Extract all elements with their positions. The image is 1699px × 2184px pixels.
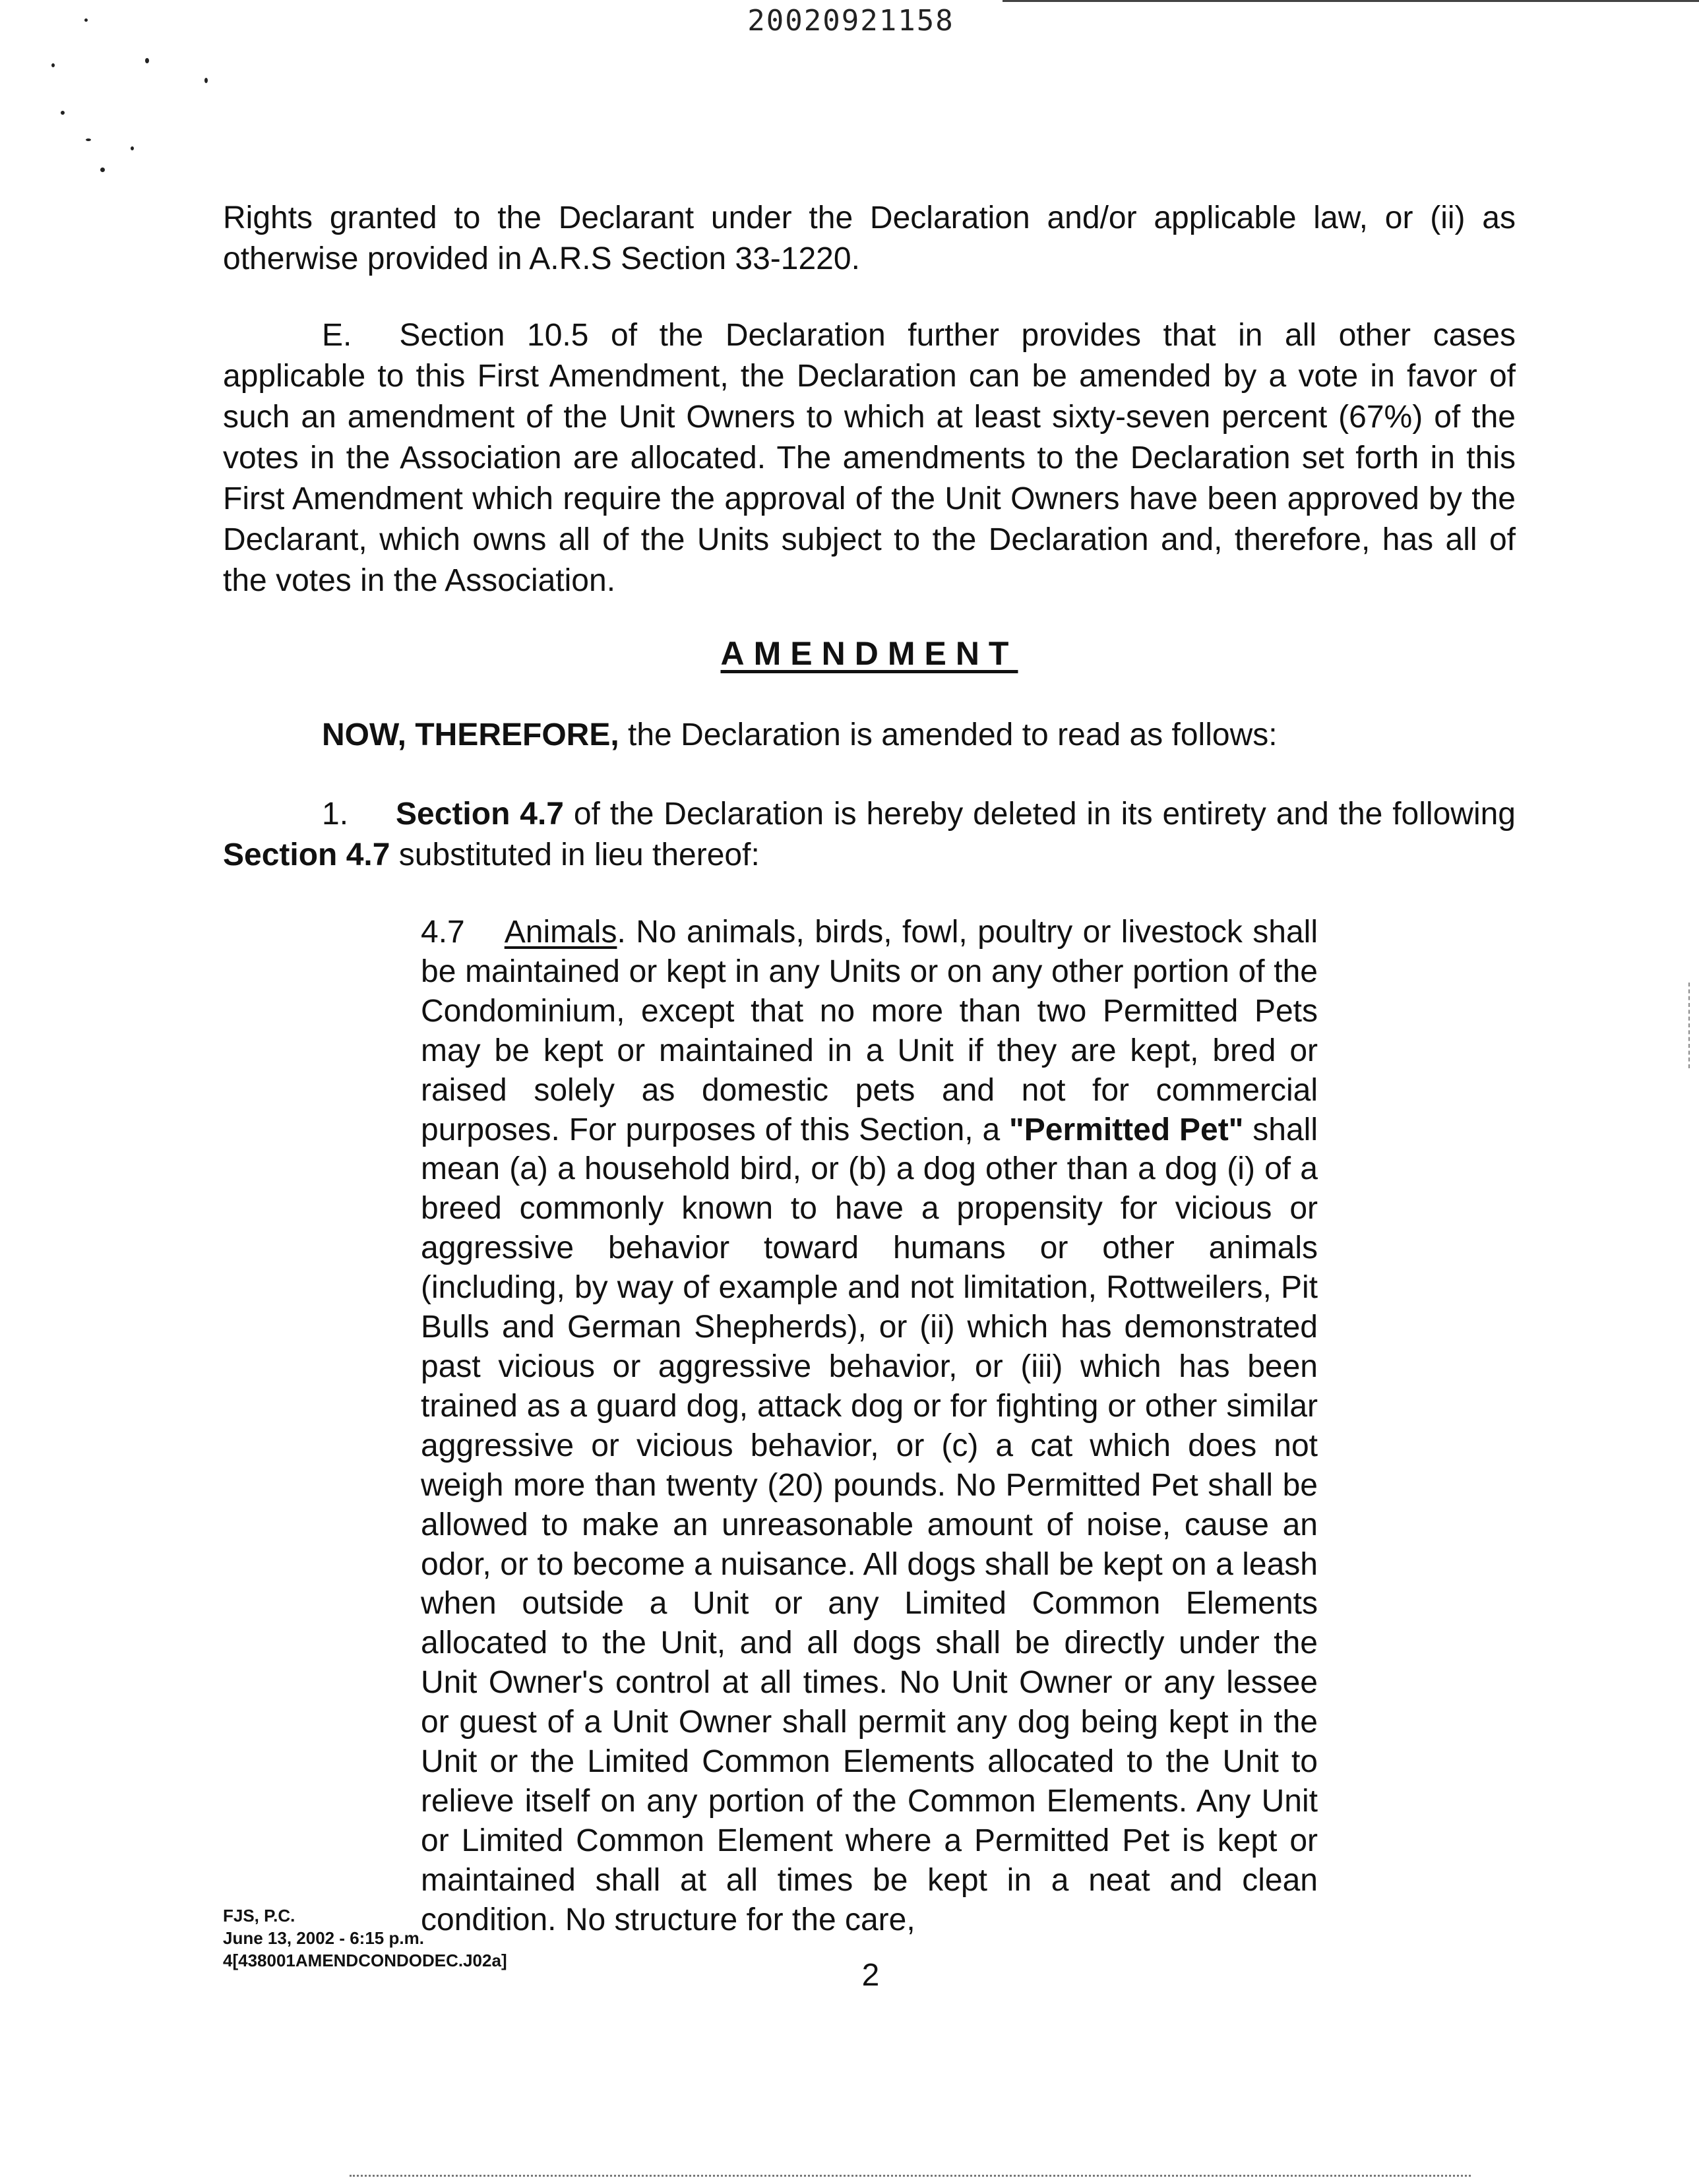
bottom-edge-rule (350, 2175, 1471, 2177)
scan-speck (86, 138, 91, 141)
top-edge-rule (1003, 0, 1699, 2)
item-1-paragraph (223, 794, 1516, 876)
scan-speck (204, 78, 208, 83)
scan-speck (84, 18, 88, 22)
footer-date: June 13, 2002 - 6:15 p.m. (223, 1928, 424, 1948)
section-4-7-block (421, 913, 1318, 1940)
document-number: 20020921158 (747, 4, 954, 38)
item-1-section-ref: Section 4.7 (396, 797, 564, 832)
item-1-section-ref-2: Section 4.7 (223, 837, 390, 872)
paragraph-e-text: Section 10.5 of the Declaration further provides that in all other cases applicable to this First Amendment, the Declaration can be amended by a vote in favor of such an amendment of the Unit Owners to which at least sixty-seven percent (67%) of the votes in the Association are allocated. The amendments to the Declaration set forth in this First Amendment which require the approval of the Unit Owners have been approved by the Declarant, which owns all of the Units subject to the Declaration and, therefore, has all of the votes in the Association. (223, 318, 1516, 598)
paragraph-e-label: E. (322, 318, 352, 353)
footer-file-ref: 4[438001AMENDCONDODEC.J02a] (223, 1951, 507, 1970)
now-therefore-lead: NOW, THEREFORE, (322, 717, 619, 752)
section-4-7-title: Animals (504, 915, 617, 950)
intro-continuation (223, 198, 1516, 280)
section-4-7-number: 4.7 (421, 915, 465, 950)
continuation-paragraph: Rights granted to the Declarant under the Declaration and/or applicable law, or (ii) as otherwise provided in A.R.S Section 33-1220. (223, 200, 1516, 276)
now-therefore-paragraph (223, 715, 1516, 756)
footer-firm: FJS, P.C. (223, 1906, 295, 1926)
now-therefore-text: the Declaration is amended to read as follows: (619, 717, 1278, 752)
item-1-text-a: of the Declaration is hereby deleted in its entirety and the following (563, 797, 1516, 832)
scan-speck (145, 58, 149, 63)
scan-speck (51, 63, 55, 67)
paragraph-e (223, 315, 1516, 601)
amendment-heading: AMENDMENT (720, 635, 1018, 672)
scan-edge-mark (1688, 983, 1691, 1068)
item-1-text-b: substituted in lieu thereof: (390, 837, 760, 872)
item-1-number: 1. (322, 797, 349, 832)
scan-speck (100, 167, 105, 172)
scan-speck (61, 111, 65, 115)
page-number: 2 (861, 1958, 880, 1993)
section-4-7-text-2: shall mean (a) a household bird, or (b) a dog other than a dog (i) of a breed commonly known to have a propensity for vicious or aggressive behavior toward humans or other animals (including, by way of example and not limitation, Rottweilers, Pit Bulls and German Shepherds), or (ii) which has demonstrated past vicious or aggressive behavior, or (iii) which has been trained as a guard dog, attack dog or for fighting or other similar aggressive or vicious behavior, or (c) a cat which does not weigh more than twenty (20) pounds. No Permitted Pet shall be allowed to make an unreasonable amount of noise, cause an odor, or to become a nuisance. All dogs shall be kept on a leash when outside a Unit or any Limited Common Elements allocated to the Unit, and all dogs shall be directly under the Unit Owner's control at all times. No Unit Owner or any lessee or guest of a Unit Owner shall permit any dog being kept in the Unit or the Limited Common Elements allocated to the Unit to relieve itself on any portion of the Common Elements. Any Unit or Limited Common Element where a Permitted Pet is kept or maintained shall at all times be kept in a neat and clean condition. No structure for the care, (421, 1112, 1318, 1937)
document-footer (223, 1904, 507, 1972)
scan-speck (131, 146, 134, 150)
section-4-7-text-1: . No animals, birds, fowl, poultry or livestock shall be maintained or kept in any Units or on any other portion of the Condominium, except that no more than two Permitted Pets may be kept or maintained in a Unit if they are kept, bred or raised solely as domestic pets and not for commercial purposes. For purposes of this Section, a (421, 915, 1318, 1147)
permitted-pet-term: "Permitted Pet" (1009, 1112, 1244, 1147)
